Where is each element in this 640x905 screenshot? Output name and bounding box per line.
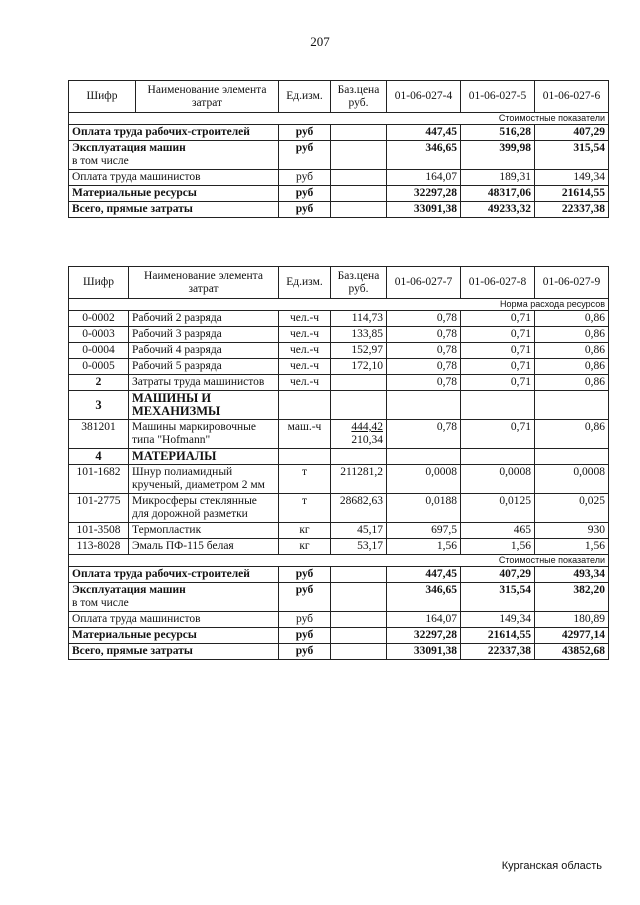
row-value: 346,65	[387, 141, 461, 170]
table-row	[69, 359, 609, 375]
row-unit: т	[279, 465, 331, 494]
table-row	[69, 494, 609, 523]
row-price	[331, 583, 387, 612]
row-name: Материальные ресурсы	[69, 186, 279, 202]
header-price: Баз.цена руб.	[331, 81, 387, 113]
row-name: Микросферы стеклянные для дорожной разметки	[129, 494, 279, 523]
row-code: 113-8028	[69, 539, 129, 555]
row-value: 315,54	[535, 141, 609, 170]
row-name: Рабочий 3 разряда	[129, 327, 279, 343]
section-code: 3	[69, 391, 129, 420]
section-row	[69, 391, 609, 420]
row-price	[331, 125, 387, 141]
section-row	[69, 449, 609, 465]
table-row	[69, 420, 609, 449]
empty-cell	[535, 449, 609, 465]
table-row	[69, 628, 609, 644]
row-value: 0,78	[387, 359, 461, 375]
table-row	[69, 539, 609, 555]
row-value: 32297,28	[387, 628, 461, 644]
row-price: 172,10	[331, 359, 387, 375]
row-value: 32297,28	[387, 186, 461, 202]
row-value: 407,29	[461, 567, 535, 583]
row-price: 211281,2	[331, 465, 387, 494]
row-name: Рабочий 4 разряда	[129, 343, 279, 359]
row-value: 493,34	[535, 567, 609, 583]
table-row	[69, 465, 609, 494]
row-value: 399,98	[461, 141, 535, 170]
row-code: 101-2775	[69, 494, 129, 523]
row-value: 0,71	[461, 420, 535, 449]
row-name: Оплата труда машинистов	[69, 612, 279, 628]
row-unit: кг	[279, 523, 331, 539]
row-name-cell	[69, 141, 279, 170]
row-unit: руб	[279, 567, 331, 583]
row-code: 101-1682	[69, 465, 129, 494]
row-value: 0,78	[387, 327, 461, 343]
row-value: 447,45	[387, 125, 461, 141]
empty-cell	[279, 391, 331, 420]
row-value: 48317,06	[461, 186, 535, 202]
subheader-row	[69, 555, 609, 567]
section-code: 4	[69, 449, 129, 465]
row-value: 0,0008	[535, 465, 609, 494]
row-code: 2	[69, 375, 129, 391]
empty-cell	[387, 391, 461, 420]
row-unit: т	[279, 494, 331, 523]
table-row	[69, 583, 609, 612]
section-title: МАШИНЫ И МЕХАНИЗМЫ	[129, 391, 279, 420]
row-value: 346,65	[387, 583, 461, 612]
header-name: Наименование элемента затрат	[136, 81, 279, 113]
row-name: Машины маркировочные типа "Hofmann"	[129, 420, 279, 449]
empty-cell	[461, 449, 535, 465]
row-price	[331, 567, 387, 583]
row-unit: руб	[279, 141, 331, 170]
row-value: 0,025	[535, 494, 609, 523]
subheader-row	[69, 299, 609, 311]
row-code: 381201	[69, 420, 129, 449]
row-value: 22337,38	[461, 644, 535, 660]
row-value: 149,34	[535, 170, 609, 186]
row-name: Оплата труда рабочих-строителей	[69, 567, 279, 583]
row-price: 133,85	[331, 327, 387, 343]
row-value: 1,56	[387, 539, 461, 555]
empty-cell	[279, 449, 331, 465]
row-name: Всего, прямые затраты	[69, 644, 279, 660]
row-price: 444,42	[351, 421, 383, 433]
row-price	[331, 628, 387, 644]
empty-cell	[331, 391, 387, 420]
row-value: 0,78	[387, 343, 461, 359]
row-value: 0,71	[461, 375, 535, 391]
row-value: 164,07	[387, 612, 461, 628]
row-value: 407,29	[535, 125, 609, 141]
header-row	[69, 267, 609, 299]
subheader-cost: Стоимостные показатели	[69, 555, 609, 567]
row-value: 22337,38	[535, 202, 609, 218]
table-row	[69, 523, 609, 539]
row-unit: руб	[279, 583, 331, 612]
row-unit: руб	[279, 628, 331, 644]
row-value: 0,71	[461, 343, 535, 359]
header-code: Шифр	[69, 81, 136, 113]
row-value: 0,86	[535, 420, 609, 449]
table-row	[69, 327, 609, 343]
row-unit: руб	[279, 202, 331, 218]
row-value: 0,71	[461, 327, 535, 343]
cost-table-1	[68, 80, 609, 218]
row-value: 382,20	[535, 583, 609, 612]
table-row	[69, 125, 609, 141]
row-value: 465	[461, 523, 535, 539]
table-row	[69, 343, 609, 359]
row-unit: чел.-ч	[279, 375, 331, 391]
row-price	[331, 612, 387, 628]
header-col1: 01-06-027-7	[387, 267, 461, 299]
table-row	[69, 644, 609, 660]
row-value: 0,71	[461, 359, 535, 375]
row-name: Эксплуатация машин	[72, 584, 186, 596]
row-price: 53,17	[331, 539, 387, 555]
row-value: 447,45	[387, 567, 461, 583]
row-price: 114,73	[331, 311, 387, 327]
row-value: 21614,55	[535, 186, 609, 202]
row-price: 28682,63	[331, 494, 387, 523]
row-name: Эксплуатация машин	[72, 142, 186, 154]
header-price: Баз.цена руб.	[331, 267, 387, 299]
row-value: 1,56	[535, 539, 609, 555]
row-value: 697,5	[387, 523, 461, 539]
header-code: Шифр	[69, 267, 129, 299]
row-value: 930	[535, 523, 609, 539]
subheader-cost: Стоимостные показатели	[69, 113, 609, 125]
row-note: в том числе	[72, 155, 129, 167]
row-price	[331, 375, 387, 391]
row-unit: руб	[279, 125, 331, 141]
row-code: 101-3508	[69, 523, 129, 539]
header-col2: 01-06-027-8	[461, 267, 535, 299]
table-row	[69, 141, 609, 170]
row-value: 0,0125	[461, 494, 535, 523]
row-name: Всего, прямые затраты	[69, 202, 279, 218]
header-unit: Ед.изм.	[279, 81, 331, 113]
row-code: 0-0005	[69, 359, 129, 375]
header-col3: 01-06-027-6	[535, 81, 609, 113]
row-value: 49233,32	[461, 202, 535, 218]
row-unit: маш.-ч	[279, 420, 331, 449]
empty-cell	[535, 391, 609, 420]
region-footer: Курганская область	[501, 860, 602, 872]
row-value: 0,78	[387, 420, 461, 449]
table-row	[69, 170, 609, 186]
row-value: 189,31	[461, 170, 535, 186]
row-name: Рабочий 5 разряда	[129, 359, 279, 375]
row-name: Рабочий 2 разряда	[129, 311, 279, 327]
row-unit: чел.-ч	[279, 327, 331, 343]
row-code: 0-0003	[69, 327, 129, 343]
row-value: 21614,55	[461, 628, 535, 644]
row-price	[331, 644, 387, 660]
row-price	[331, 141, 387, 170]
row-value: 0,86	[535, 375, 609, 391]
row-code: 0-0004	[69, 343, 129, 359]
row-unit: руб	[279, 644, 331, 660]
row-value: 0,86	[535, 359, 609, 375]
table-row	[69, 311, 609, 327]
row-value: 1,56	[461, 539, 535, 555]
row-unit: руб	[279, 170, 331, 186]
empty-cell	[461, 391, 535, 420]
empty-cell	[331, 449, 387, 465]
header-col2: 01-06-027-5	[461, 81, 535, 113]
row-value: 42977,14	[535, 628, 609, 644]
row-value: 516,28	[461, 125, 535, 141]
row-price	[331, 186, 387, 202]
resource-table-2	[68, 266, 609, 660]
table-row	[69, 375, 609, 391]
row-unit: чел.-ч	[279, 359, 331, 375]
row-name: Материальные ресурсы	[69, 628, 279, 644]
row-value: 33091,38	[387, 644, 461, 660]
row-value: 0,71	[461, 311, 535, 327]
row-value: 0,86	[535, 311, 609, 327]
row-value: 149,34	[461, 612, 535, 628]
row-unit: чел.-ч	[279, 343, 331, 359]
header-name: Наименование элемента затрат	[129, 267, 279, 299]
table-row	[69, 186, 609, 202]
row-name: Затраты труда машинистов	[129, 375, 279, 391]
row-unit: кг	[279, 539, 331, 555]
header-row	[69, 81, 609, 113]
row-name: Термопластик	[129, 523, 279, 539]
section-title: МАТЕРИАЛЫ	[129, 449, 279, 465]
row-name: Оплата труда рабочих-строителей	[69, 125, 279, 141]
row-value: 315,54	[461, 583, 535, 612]
row-price	[331, 202, 387, 218]
row-value: 0,0008	[387, 465, 461, 494]
row-price-cell	[331, 420, 387, 449]
header-col1: 01-06-027-4	[387, 81, 461, 113]
row-price: 45,17	[331, 523, 387, 539]
page-number: 207	[310, 34, 330, 49]
row-value: 0,86	[535, 327, 609, 343]
row-name-cell	[69, 583, 279, 612]
row-value: 33091,38	[387, 202, 461, 218]
row-unit: руб	[279, 186, 331, 202]
row-value: 0,78	[387, 311, 461, 327]
empty-cell	[387, 449, 461, 465]
table-row	[69, 567, 609, 583]
row-value: 0,0008	[461, 465, 535, 494]
row-unit: руб	[279, 612, 331, 628]
row-value: 180,89	[535, 612, 609, 628]
row-name: Эмаль ПФ-115 белая	[129, 539, 279, 555]
header-col3: 01-06-027-9	[535, 267, 609, 299]
row-value: 164,07	[387, 170, 461, 186]
row-price	[331, 170, 387, 186]
header-unit: Ед.изм.	[279, 267, 331, 299]
row-note: в том числе	[72, 597, 129, 609]
row-price: 152,97	[331, 343, 387, 359]
row-unit: чел.-ч	[279, 311, 331, 327]
row-code: 0-0002	[69, 311, 129, 327]
row-value: 0,78	[387, 375, 461, 391]
subheader-norm: Норма расхода ресурсов	[69, 299, 609, 311]
row-name: Оплата труда машинистов	[69, 170, 279, 186]
row-price-secondary: 210,34	[351, 434, 383, 446]
table-row	[69, 202, 609, 218]
row-value: 0,0188	[387, 494, 461, 523]
subheader-row	[69, 113, 609, 125]
row-value: 43852,68	[535, 644, 609, 660]
table-row	[69, 612, 609, 628]
row-name: Шнур полиамидный крученый, диаметром 2 мм	[129, 465, 279, 494]
row-value: 0,86	[535, 343, 609, 359]
